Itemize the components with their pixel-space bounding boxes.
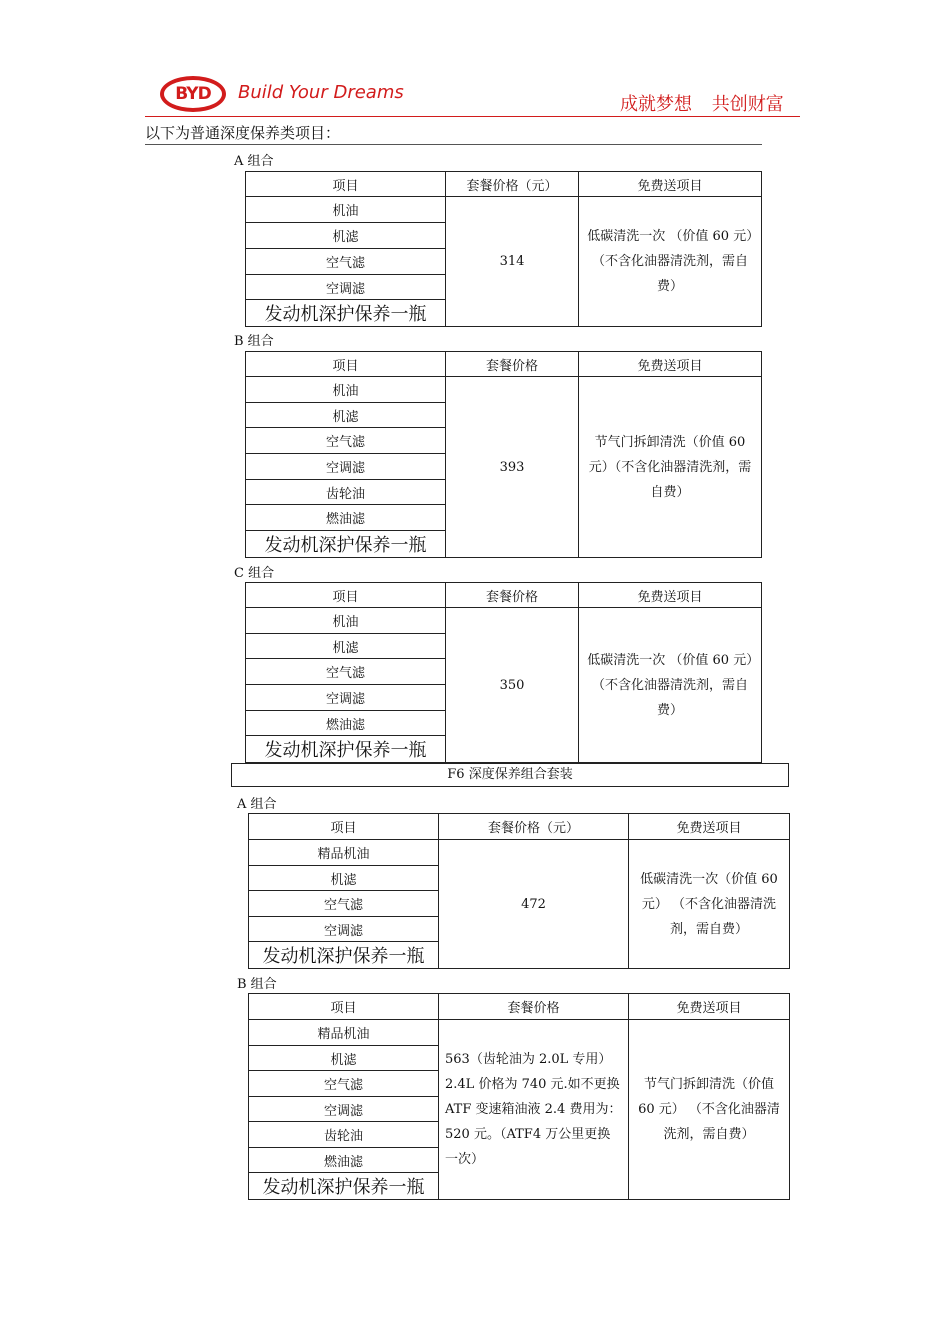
page-header bbox=[0, 0, 950, 130]
group-c-label: C 组合 bbox=[234, 566, 275, 581]
col-header-price: 套餐价格 bbox=[446, 583, 579, 608]
col-header-price: 套餐价格（元） bbox=[439, 814, 629, 840]
group-a-label: A 组合 bbox=[234, 154, 274, 169]
f6-section-title: F6 深度保养组合套装 bbox=[231, 763, 789, 787]
item-cell: 发动机深护保养一瓶 bbox=[249, 942, 439, 969]
item-cell: 机滤 bbox=[249, 1046, 439, 1071]
col-header-free: 免费送项目 bbox=[579, 172, 762, 197]
item-cell: 机滤 bbox=[246, 634, 446, 659]
col-header-item: 项目 bbox=[249, 994, 439, 1020]
col-header-item: 项目 bbox=[246, 172, 446, 197]
price-cell: 393 bbox=[446, 377, 579, 558]
group-b-label: B 组合 bbox=[234, 334, 274, 349]
item-cell: 空气滤 bbox=[249, 891, 439, 917]
col-header-free: 免费送项目 bbox=[579, 352, 762, 377]
intro-text: 以下为普通深度保养类项目： bbox=[145, 124, 341, 142]
price-cell: 472 bbox=[439, 840, 629, 969]
col-header-price: 套餐价格（元） bbox=[446, 172, 579, 197]
item-cell: 空气滤 bbox=[246, 659, 446, 685]
byd-logo: BYD bbox=[160, 76, 226, 112]
free-item-cell: 节气门拆卸清洗（价值 60 元）（不含化油器清洗剂，需自费） bbox=[579, 377, 762, 558]
brand-tagline: Build Your Dreams bbox=[238, 82, 404, 103]
header-divider bbox=[145, 116, 800, 117]
col-header-item: 项目 bbox=[246, 583, 446, 608]
free-item-cell: 节气门拆卸清洗（价值 60 元） （不含化油器清洗剂，需自费） bbox=[629, 1020, 790, 1200]
header-slogan: 成就梦想 共创财富 bbox=[620, 94, 784, 115]
f6-group-b-label: B 组合 bbox=[237, 977, 277, 992]
package-table-c bbox=[245, 582, 762, 763]
item-cell: 空气滤 bbox=[246, 249, 446, 275]
item-cell: 空调滤 bbox=[246, 685, 446, 711]
col-header-free: 免费送项目 bbox=[579, 583, 762, 608]
item-cell: 精品机油 bbox=[249, 840, 439, 866]
item-cell: 机油 bbox=[246, 608, 446, 634]
item-cell: 空调滤 bbox=[246, 275, 446, 300]
col-header-price: 套餐价格 bbox=[439, 994, 629, 1020]
item-cell: 精品机油 bbox=[249, 1020, 439, 1046]
item-cell: 燃油滤 bbox=[246, 711, 446, 736]
item-cell: 燃油滤 bbox=[246, 505, 446, 531]
item-cell: 齿轮油 bbox=[246, 480, 446, 505]
f6-package-table-b bbox=[248, 993, 790, 1200]
item-cell: 发动机深护保养一瓶 bbox=[249, 1173, 439, 1200]
item-cell: 空气滤 bbox=[246, 428, 446, 454]
item-cell: 机滤 bbox=[246, 223, 446, 249]
item-cell: 机油 bbox=[246, 197, 446, 223]
col-header-free: 免费送项目 bbox=[629, 994, 790, 1020]
item-cell: 空调滤 bbox=[249, 917, 439, 942]
item-cell: 机滤 bbox=[249, 866, 439, 891]
free-item-cell: 低碳清洗一次（价值 60 元） （不含化油器清洗剂，需自费） bbox=[629, 840, 790, 969]
item-cell: 空调滤 bbox=[246, 454, 446, 480]
intro-divider bbox=[145, 144, 762, 145]
col-header-price: 套餐价格 bbox=[446, 352, 579, 377]
free-item-cell: 低碳清洗一次 （价值 60 元）（不含化油器清洗剂，需自费） bbox=[579, 608, 762, 763]
f6-package-table-a bbox=[248, 813, 790, 969]
item-cell: 齿轮油 bbox=[249, 1122, 439, 1148]
package-table-b bbox=[245, 351, 762, 558]
item-cell: 发动机深护保养一瓶 bbox=[246, 736, 446, 763]
item-cell: 发动机深护保养一瓶 bbox=[246, 531, 446, 558]
item-cell: 发动机深护保养一瓶 bbox=[246, 300, 446, 327]
item-cell: 燃油滤 bbox=[249, 1148, 439, 1173]
col-header-item: 项目 bbox=[249, 814, 439, 840]
price-cell: 563（齿轮油为 2.0L 专用）2.4L 价格为 740 元.如不更换 ATF 变速箱油液 2.4 费用为：520 元。（ATF4 万公里更换一次） bbox=[439, 1020, 629, 1200]
price-cell: 314 bbox=[446, 197, 579, 327]
item-cell: 机滤 bbox=[246, 403, 446, 428]
f6-group-a-label: A 组合 bbox=[237, 797, 277, 812]
col-header-item: 项目 bbox=[246, 352, 446, 377]
item-cell: 空调滤 bbox=[249, 1097, 439, 1122]
col-header-free: 免费送项目 bbox=[629, 814, 790, 840]
price-cell: 350 bbox=[446, 608, 579, 763]
item-cell: 空气滤 bbox=[249, 1071, 439, 1097]
item-cell: 机油 bbox=[246, 377, 446, 403]
free-item-cell: 低碳清洗一次 （价值 60 元）（不含化油器清洗剂，需自费） bbox=[579, 197, 762, 327]
package-table-a bbox=[245, 171, 762, 327]
